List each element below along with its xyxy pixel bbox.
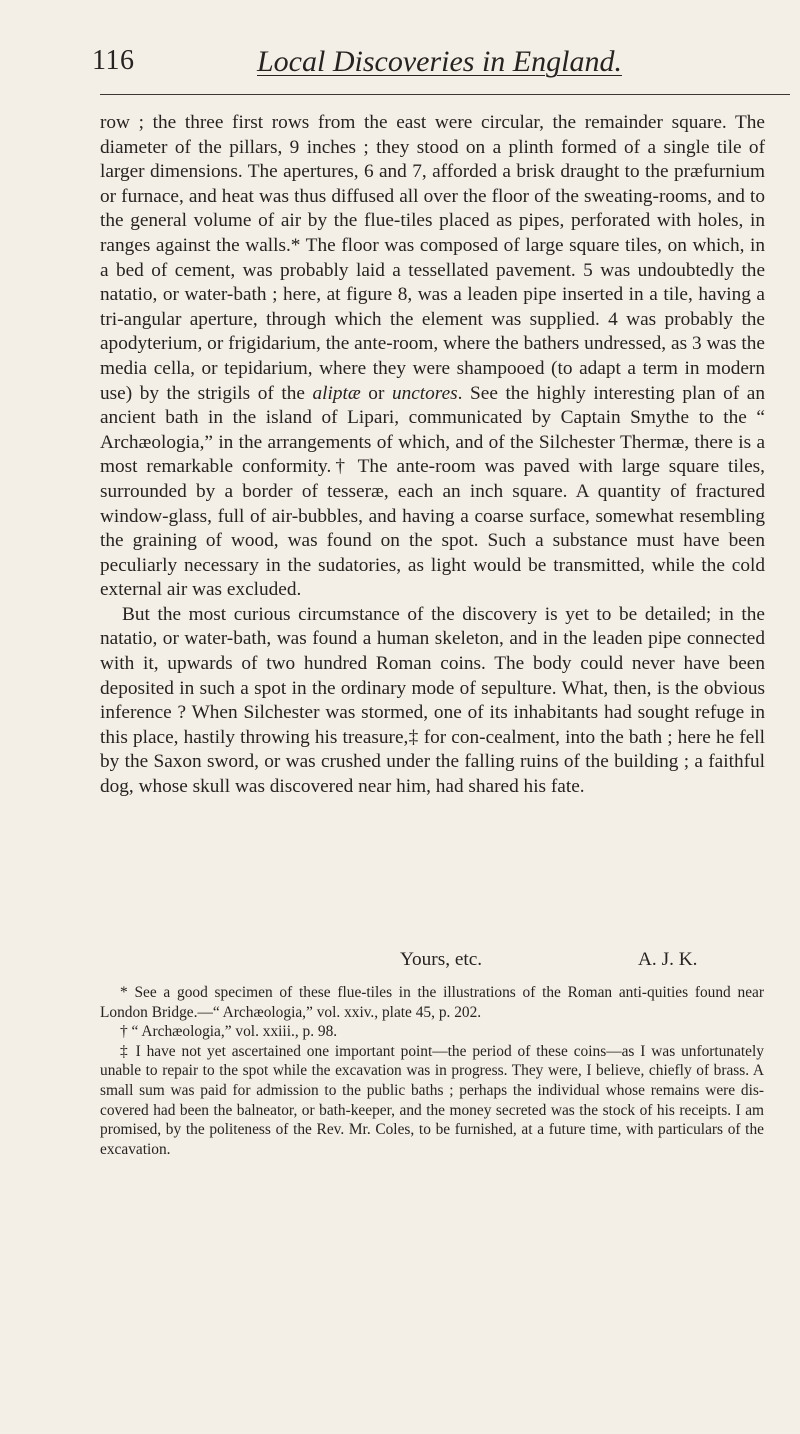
author-initials: A. J. K. xyxy=(638,949,698,970)
page-header xyxy=(92,45,762,95)
paragraph-1-text-b: or xyxy=(360,382,392,404)
footnote-3: ‡ I have not yet ascertained one important point—the period of these coins—as I was unfortunately unable to repair to the spot while the excavation was in progress. They were, I believe, chiefly of brass. A small sum was paid for admission to the public baths ; perhaps the individual whose remains were dis-covered had been the balneator, or bath-keeper, and the money secreted was the stock of his receipts. I am promised, by the politeness of the Rev. Mr. Coles, to be furnished, at a future time, with particulars of the excavation. xyxy=(100,1042,764,1158)
italic-aliptae: aliptæ xyxy=(312,382,361,404)
footnote-2: † “ Archæologia,” vol. xxiii., p. 98. xyxy=(120,1023,338,1041)
body-text xyxy=(100,111,765,800)
footnote-1: * See a good specimen of these flue-tiles in the illustrations of the Roman anti-quities found near London Bridge.—“ Archæologia,” vol. xxiv., plate 45, p. 202. xyxy=(100,984,764,1021)
paragraph-1 xyxy=(100,111,765,603)
closing-salutation: Yours, etc. xyxy=(400,949,483,970)
italic-unctores: unctores xyxy=(391,382,458,404)
header-rule xyxy=(100,94,790,95)
footnotes xyxy=(100,983,764,1159)
paragraph-1-text-a: row ; the three first rows from the east were circular, the remainder square. The diameter of the pillars, 9 inches ; they stood on a plinth formed of a single tile of larger dimensions. The apertures, 6 and 7, afforded a brisk draught to the præfurnium or furnace, and heat was thus diffused all over the floor of the sweating-rooms, and to the general volume of air by the flue-tiles placed as pipes, perforated with holes, in ranges against the walls.* The floor was composed of large square tiles, on which, in a bed of cement, was probably laid a tessellated pavement. 5 was undoubtedly the natatio, or water-bath ; here, at figure 8, was a leaden pipe inserted in a tile, having a tri-angular aperture, through which the element was supplied. 4 was probably the apodyterium, or frigidarium, the ante-room, where the bathers undressed, as 3 was the media cella, or tepidarium, where they were shampooed (to adapt a term in modern use) by the strigils of the xyxy=(100,112,765,404)
running-title: Local Discoveries in England. xyxy=(257,45,622,78)
paragraph-1-text-c: . See the highly interesting plan of an ancient bath in the island of Lipari, communicated by Captain Smythe to the “ Archæologia,” in the arrangements of which, and of the Silchester Thermæ, there is a most remarkable conformity.† The ante-room was paved with large square tiles, surrounded by a border of tesseræ, each an inch square. A quantity of fractured window-glass, full of air-bubbles, and having a coarse surface, somewhat resembling the graining of wood, was found on the spot. Such a substance must have been peculiarly necessary in the sudatories, as light would be transmitted, while the cold external air was excluded. xyxy=(100,382,765,601)
page-number: 116 xyxy=(92,45,135,76)
paragraph-2: But the most curious circumstance of the discovery is yet to be detailed; in the natatio, or water-bath, was found a human skeleton, and in the leaden pipe connected with it, upwards of two hundred Roman coins. The body could never have been deposited in such a spot in the ordinary mode of sepulture. What, then, is the obvious inference ? When Silchester was stormed, one of its inhabitants had sought refuge in this place, hastily throwing his treasure,‡ for con-cealment, into the bath ; here he fell by the Saxon sword, or was crushed under the falling ruins of the building ; a faithful dog, whose skull was discovered near him, had shared his fate. xyxy=(100,603,765,798)
